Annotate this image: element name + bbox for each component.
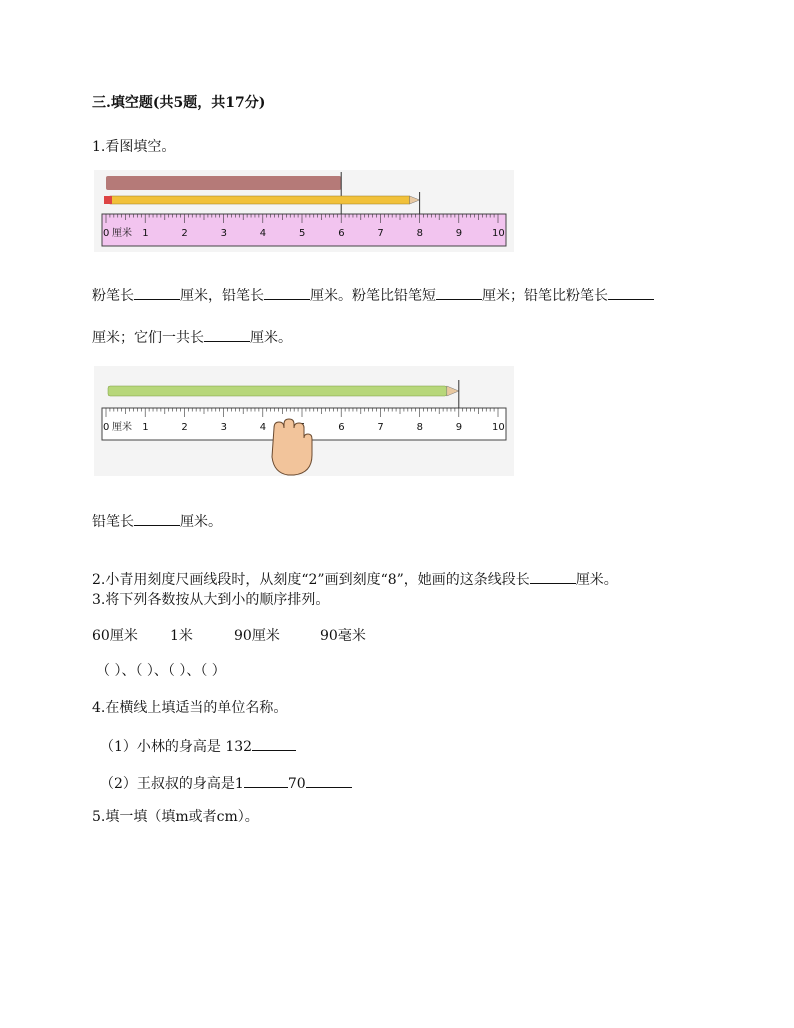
blank-uncle-unit-1[interactable] [244, 773, 288, 788]
q4-sub2-text: 王叔叔的身高是1 [136, 776, 244, 792]
ruler-label-10: 10 [492, 228, 505, 239]
ruler-label-1: 1 [142, 422, 149, 433]
q1-prompt: 1.看图填空。 [92, 139, 176, 155]
blank-uncle-unit-2[interactable] [306, 773, 352, 788]
ruler-label-10: 10 [492, 422, 505, 433]
ruler-label-0: 0 [103, 228, 110, 239]
q4-sub2-mid: 70 [287, 776, 306, 792]
ruler-label-9: 9 [455, 422, 463, 433]
pencil-eraser [104, 196, 112, 204]
blank-chalk-shorter[interactable] [436, 285, 482, 300]
q1-line1 [92, 285, 654, 305]
q1-l1-p2: 厘米，铅笔长 [180, 288, 264, 304]
ruler-label-2: 2 [181, 422, 188, 433]
q4-sub2-num: （2） [100, 776, 137, 792]
ruler-label-5: 5 [299, 228, 306, 239]
q2-text [92, 569, 618, 589]
blank-xiaolin-unit[interactable] [252, 736, 296, 751]
ruler-label-8: 8 [416, 228, 423, 239]
q5-prompt: 5.填一填（填m或者cm）。 [92, 809, 259, 825]
q3-item-4: 90毫米 [320, 628, 366, 644]
ruler-label-6: 6 [338, 228, 345, 239]
chalk-stick [106, 176, 341, 190]
q4-sub2 [100, 773, 352, 793]
blank-total-length[interactable] [204, 327, 250, 342]
q2-p2: 厘米。 [575, 572, 618, 588]
q1-l1-p3: 厘米。粉笔比铅笔短 [310, 288, 436, 304]
q3-item-2: 1米 [170, 628, 193, 644]
pencil [110, 196, 410, 204]
q1-l1-p1: 粉笔长 [92, 288, 134, 304]
ruler-unit-label: 厘米 [112, 228, 132, 239]
q3-item-3: 90厘米 [234, 628, 280, 644]
ruler-label-1: 1 [142, 228, 149, 239]
section-title: 三.填空题(共5题，共17分) [92, 95, 266, 111]
ruler-unit-label: 厘米 [112, 422, 132, 433]
q1-l3-p2: 厘米。 [180, 514, 222, 530]
figure-chalk-pencil-ruler [94, 170, 514, 252]
ruler-label-7: 7 [377, 422, 384, 433]
q1-line3 [92, 511, 222, 531]
ruler-label-4: 4 [259, 422, 267, 433]
ruler-label-3: 3 [220, 228, 227, 239]
blank-segment-length[interactable] [530, 569, 576, 584]
q4-sub1-text: 小林的身高是 132 [136, 739, 253, 755]
blank-pencil-length[interactable] [264, 285, 310, 300]
figure-pencil-ruler-hand [94, 366, 514, 476]
q3-item-1: 60厘米 [92, 628, 138, 644]
ruler-label-6: 6 [338, 422, 345, 433]
ruler-label-9: 9 [455, 228, 463, 239]
q1-l3-p1: 铅笔长 [92, 514, 134, 530]
ruler-label-8: 8 [416, 422, 423, 433]
q1-l2-p1: 厘米；它们一共长 [92, 330, 204, 346]
q1-line2 [92, 327, 292, 347]
blank-chalk-length[interactable] [134, 285, 180, 300]
blank-pencil-longer[interactable] [608, 285, 654, 300]
ruler-label-7: 7 [377, 228, 384, 239]
green-pencil [108, 386, 447, 396]
q1-l1-p4: 厘米；铅笔比粉笔长 [482, 288, 608, 304]
ruler-label-2: 2 [181, 228, 188, 239]
q4-sub1 [100, 736, 296, 756]
q1-l2-p2: 厘米。 [250, 330, 292, 346]
q4-prompt: 4.在横线上填适当的单位名称。 [92, 700, 288, 716]
blank-green-pencil-length[interactable] [134, 511, 180, 526]
q3-prompt: 3.将下列各数按从大到小的顺序排列。 [92, 592, 330, 608]
q2-p1: 2.小青用刻度尺画线段时，从刻度“2”画到刻度“8”，她画的这条线段长 [92, 572, 530, 588]
ruler-label-0: 0 [103, 422, 110, 433]
ruler-label-3: 3 [220, 422, 227, 433]
ruler-label-4: 4 [259, 228, 267, 239]
q3-answer-row[interactable]: （ ）、（ ）、（ ）、（ ） [96, 663, 226, 679]
q4-sub1-num: （1） [100, 739, 137, 755]
